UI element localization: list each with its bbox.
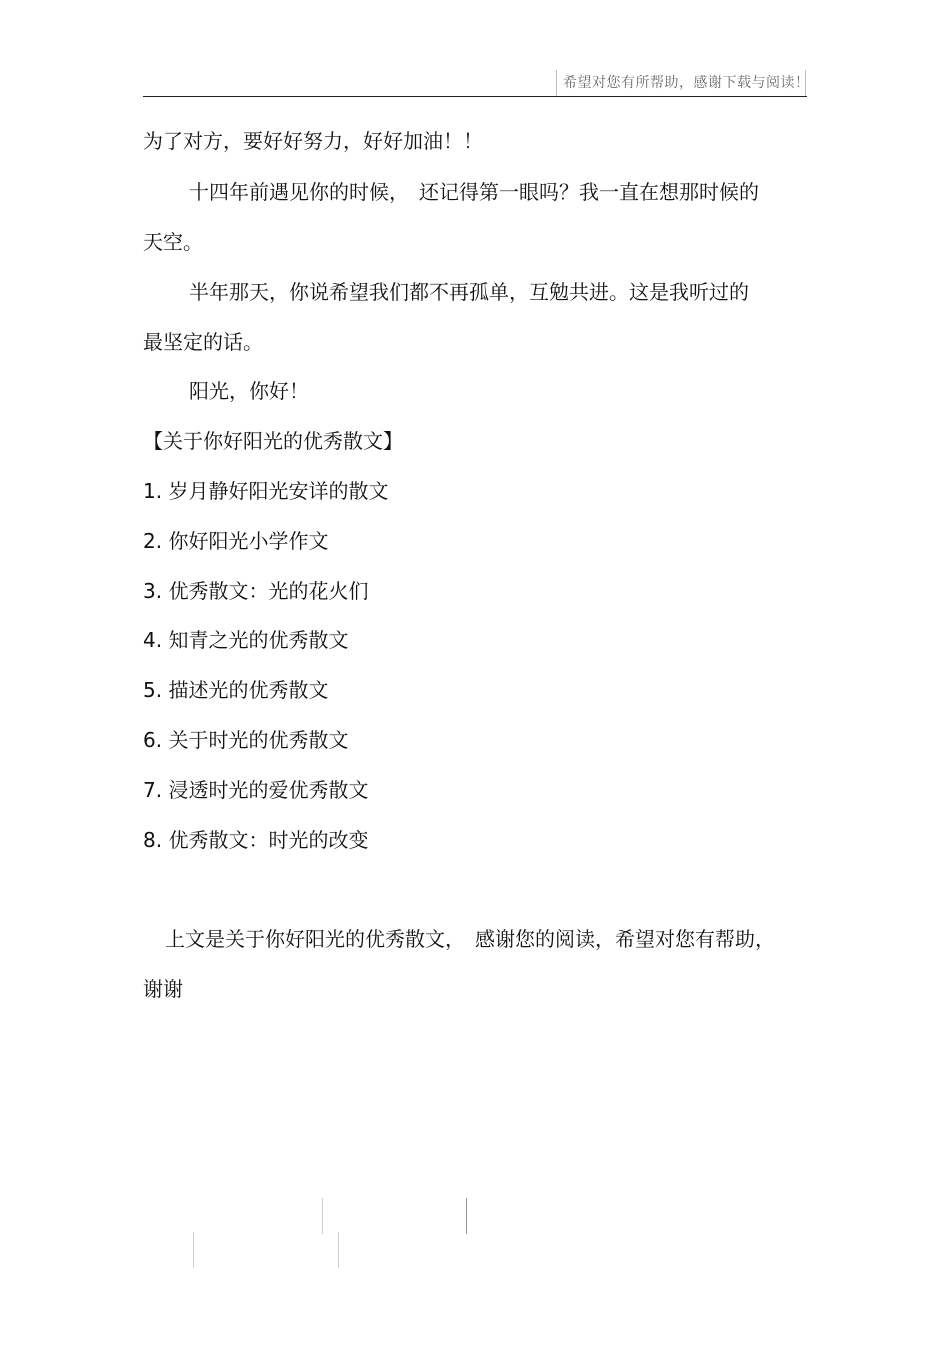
divider-line xyxy=(466,1198,467,1234)
related-list-item[interactable]: 4. 知青之光的优秀散文 xyxy=(143,628,349,652)
paragraph-line: 天空。 xyxy=(143,230,203,254)
related-list-item[interactable]: 6. 关于时光的优秀散文 xyxy=(143,728,349,752)
divider-line xyxy=(322,1198,323,1234)
paragraph-line: 最坚定的话。 xyxy=(143,330,263,354)
paragraph-line: 半年那天，你说希望我们都不再孤单，互勉共进。这是我听过的 xyxy=(189,280,749,304)
related-list-item[interactable]: 3. 优秀散文：光的花火们 xyxy=(143,579,369,603)
related-list-item[interactable]: 2. 你好阳光小学作文 xyxy=(143,529,329,553)
closing-line: 谢谢 xyxy=(143,977,183,1001)
greeting-line: 阳光，你好！ xyxy=(189,379,309,403)
related-list-item[interactable]: 1. 岁月静好阳光安详的散文 xyxy=(143,479,389,503)
header-note: 希望对您有所帮助，感谢下载与阅读！ xyxy=(556,70,806,96)
divider-line xyxy=(338,1232,339,1268)
paragraph-line: 为了对方，要好好努力，好好加油！！ xyxy=(143,129,483,153)
closing-line: 上文是关于你好阳光的优秀散文， 感谢您的阅读，希望对您有帮助， xyxy=(165,927,775,951)
paragraph-line: 十四年前遇见你的时候， 还记得第一眼吗？我一直在想那时候的 xyxy=(189,180,759,204)
header-divider xyxy=(143,96,807,97)
divider-line xyxy=(193,1232,194,1268)
related-heading: 【关于你好阳光的优秀散文】 xyxy=(143,429,403,453)
related-list-item[interactable]: 7. 浸透时光的爱优秀散文 xyxy=(143,778,369,802)
related-list-item[interactable]: 8. 优秀散文：时光的改变 xyxy=(143,828,369,852)
related-list-item[interactable]: 5. 描述光的优秀散文 xyxy=(143,678,329,702)
